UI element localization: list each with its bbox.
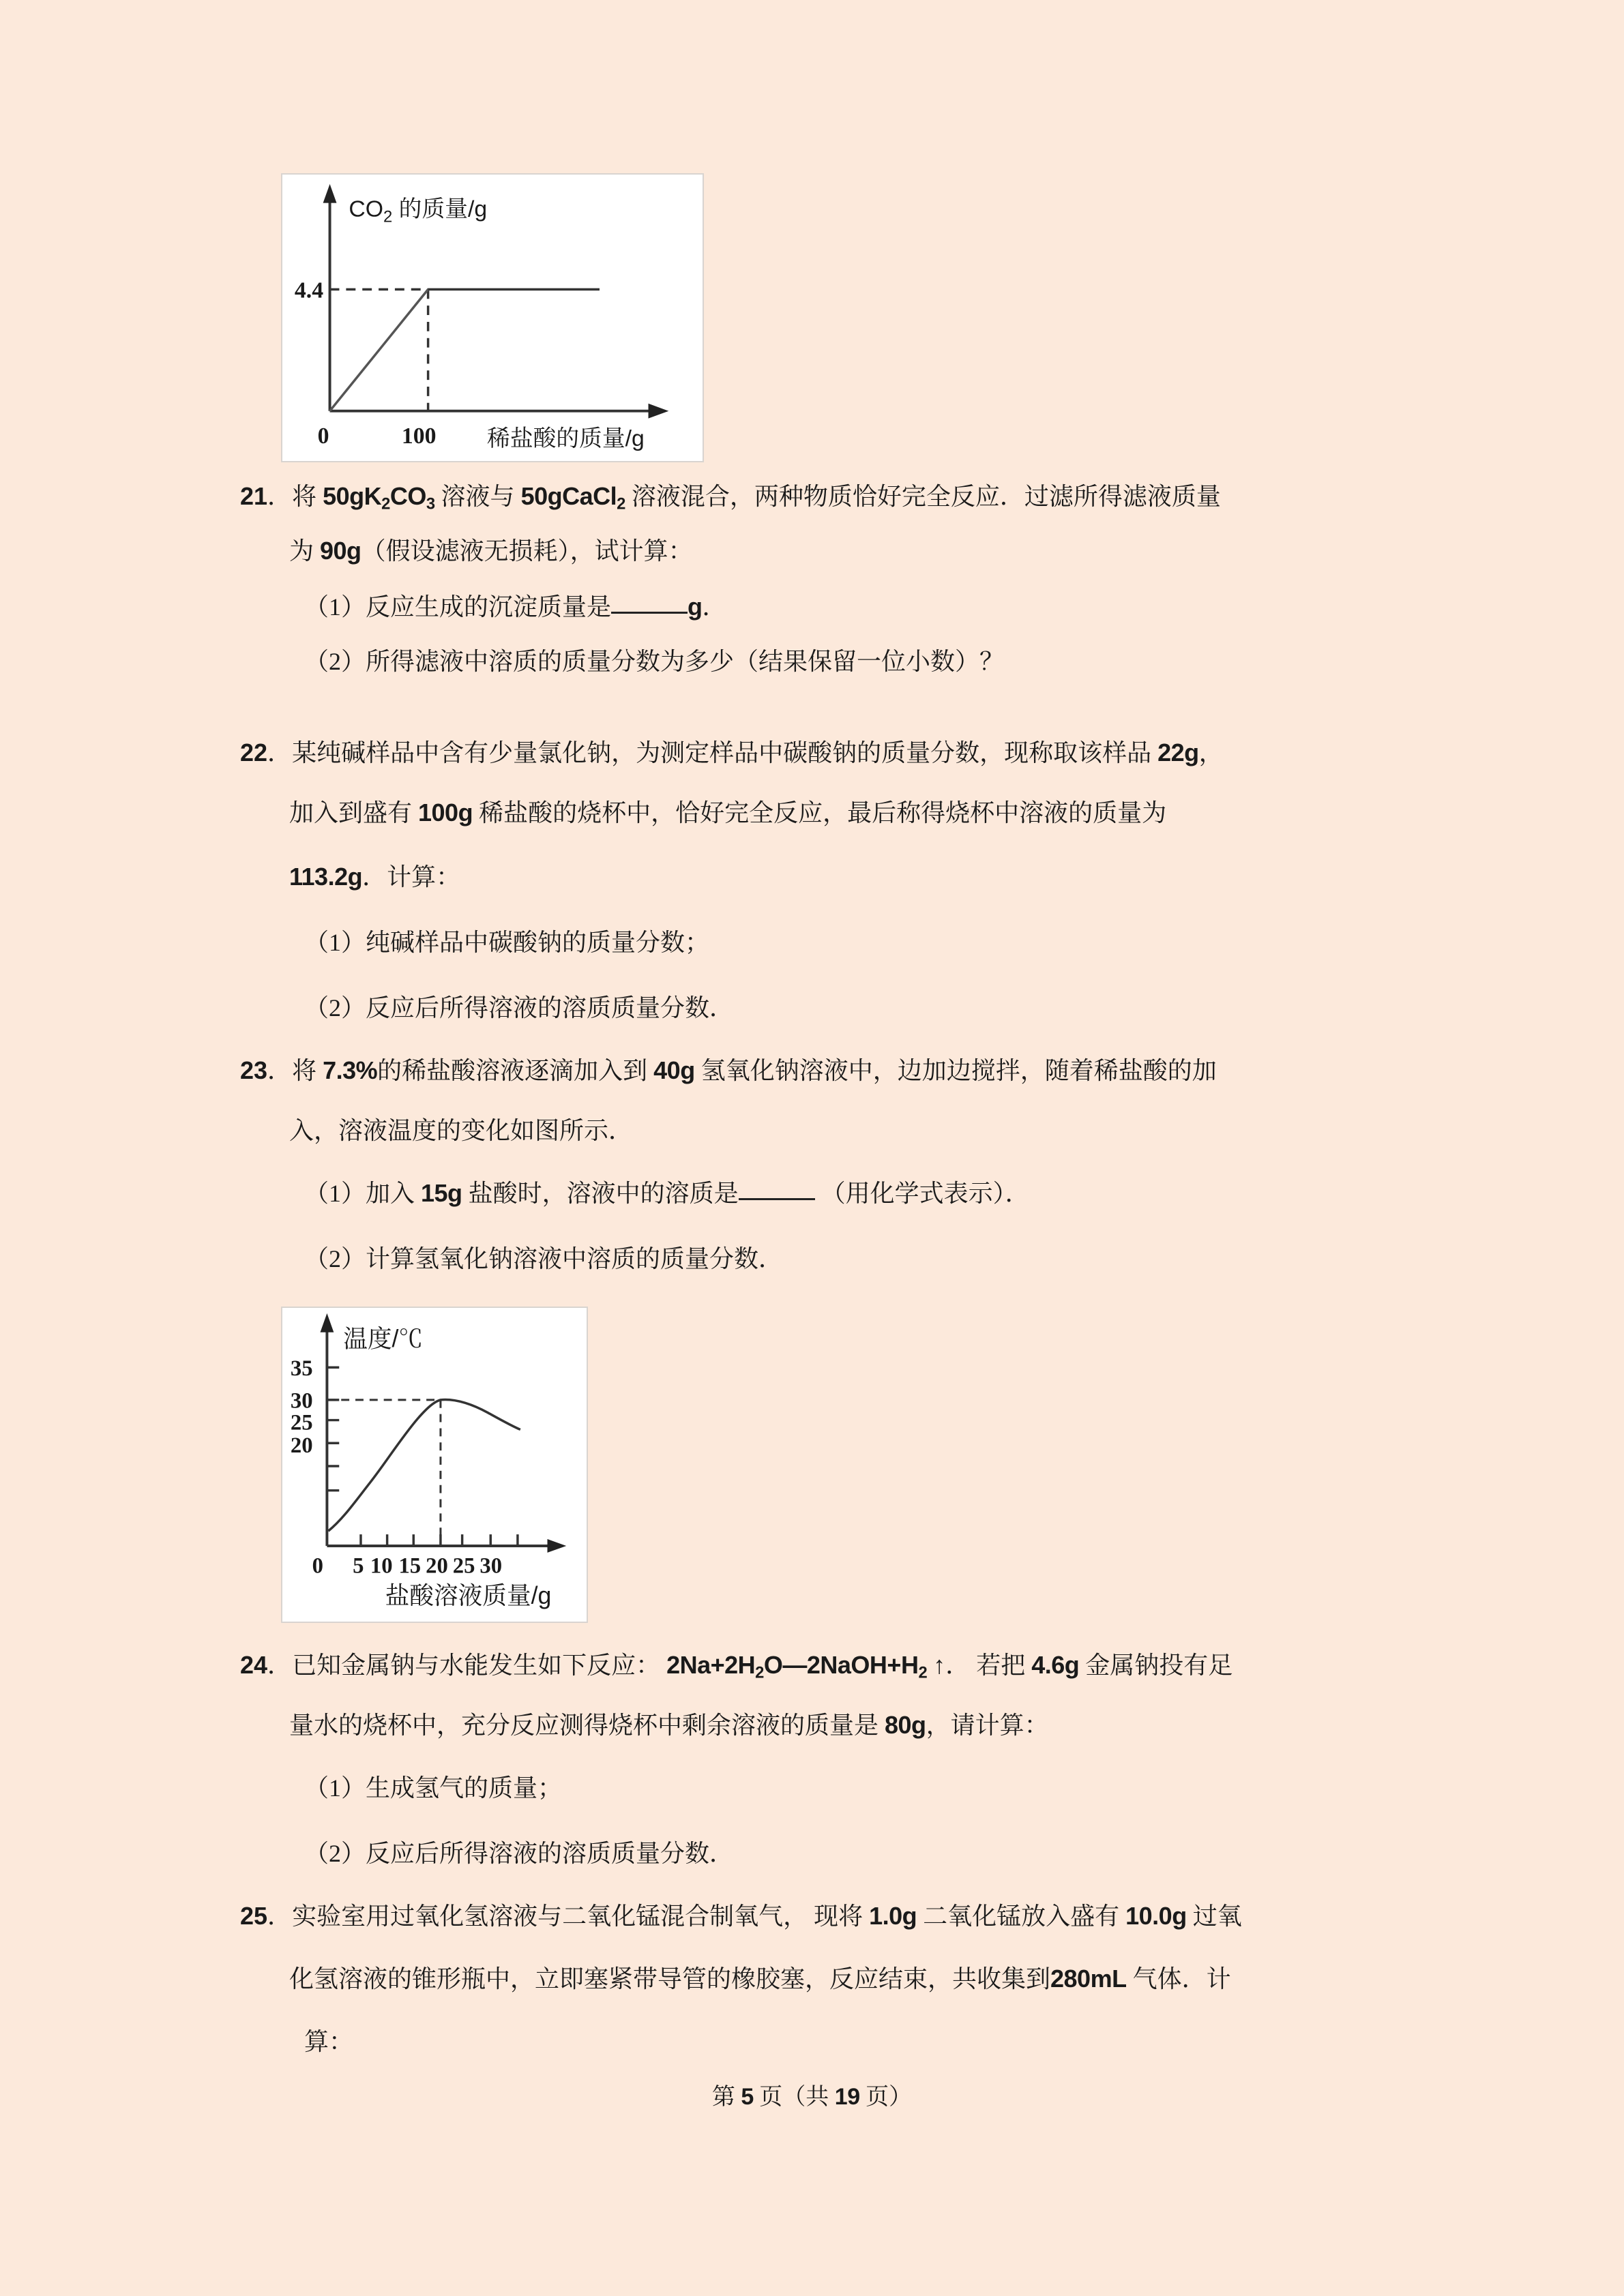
x-tick-label-25: 25 [452, 1553, 475, 1579]
y-axis-title: 温度/℃ [343, 1325, 424, 1353]
question-22-part-1: （1）纯碱样品中碳酸钠的质量分数； [304, 929, 710, 956]
footer-current-page: 5 [741, 2084, 754, 2110]
question-25-number: 25 [240, 1902, 268, 1930]
question-22-line-3: 113.2g．计算： [289, 863, 461, 891]
y-tick-label-20: 20 [290, 1433, 313, 1459]
temperature-chart-figure [281, 1307, 588, 1623]
footer-suffix: 页） [859, 2085, 913, 2110]
question-24-line-1: 24．已知金属钠与水能发生如下反应： $2Na+2H_2O—2NaOH+H_2$ ↑． 若把 4.6g 金属钠投有足 [240, 1651, 1233, 1682]
x-axis-title: 稀盐酸的质量/g [487, 426, 645, 452]
question-22-number: 22 [240, 739, 268, 766]
question-24-line-2: 量水的烧杯中，充分反应测得烧杯中剩余溶液的质量是 80g，请计算： [289, 1711, 1049, 1739]
question-24-number: 24 [240, 1651, 268, 1679]
y-axis-arrow [323, 184, 337, 203]
temperature-curve [328, 1400, 520, 1532]
question-21-line-1: 21．将 $50gK_2CO_3$ 溶液与 50gCaCl$_2$ 溶液混合，两种物质恰好完全反应．过滤所得滤液质量 [240, 482, 1221, 513]
question-21-number: 21 [240, 482, 268, 510]
x-axis-arrow [649, 404, 669, 419]
y-tick-label-30: 30 [290, 1388, 313, 1414]
co2-rising-segment [330, 289, 428, 411]
question-21-line-2: 为 90g（假设滤液无损耗），试计算： [289, 537, 693, 565]
x-axis-title: 盐酸溶液质量/g [385, 1582, 552, 1610]
question-25-line-3: 算： [304, 2028, 354, 2055]
y-axis-title: $CO_2$ 的质量/g [349, 196, 488, 226]
question-22-line-2: 加入到盛有 100g 稀盐酸的烧杯中，恰好完全反应，最后称得烧杯中溶液的质量为 [289, 799, 1167, 826]
page-footer [0, 2078, 1624, 2111]
question-21-part-2: （2）所得滤液中溶质的质量分数为多少（结果保留一位小数）？ [304, 648, 1005, 675]
question-23-line-1: 23．将 7.3%的稀盐酸溶液逐滴加入到 40g 氢氧化钠溶液中，边加边搅拌，随着稀盐酸的加 [240, 1056, 1217, 1084]
x-tick-label-10: 10 [370, 1553, 393, 1579]
question-23-number: 23 [240, 1056, 268, 1084]
y-tick-label-35: 35 [290, 1356, 313, 1382]
question-23-part-2: （2）计算氢氧化钠溶液中溶质的质量分数． [304, 1245, 784, 1272]
temperature-chart-svg [282, 1308, 587, 1622]
answer-blank[interactable] [611, 612, 688, 614]
x-tick-label-15: 15 [398, 1553, 422, 1579]
answer-blank[interactable] [739, 1198, 815, 1200]
question-21-part-1: （1）反应生成的沉淀质量是 g． [304, 593, 727, 621]
question-22-part-2: （2）反应后所得溶液的溶质质量分数． [304, 994, 735, 1022]
question-22-line-1: 22．某纯碱样品中含有少量氯化钠，为测定样品中碳酸钠的质量分数，现称取该样品 22g， [240, 739, 1224, 766]
x-tick-label-5: 5 [353, 1553, 364, 1579]
co2-mass-chart-figure [281, 173, 704, 462]
footer-mid: 页（共 [753, 2085, 835, 2110]
y-axis-arrow [321, 1313, 334, 1332]
question-25-line-2: 化氢溶液的锥形瓶中，立即塞紧带导管的橡胶塞，反应结束，共收集到280mL 气体．计 [289, 1965, 1231, 1993]
question-25-line-1: 25．实验室用过氧化氢溶液与二氧化锰混合制氧气， 现将 1.0g 二氧化锰放入盛有 10.0g 过氧 [240, 1902, 1242, 1930]
question-23-line-2: 入，溶液温度的变化如图所示． [289, 1117, 634, 1144]
y-tick-label-4-4: 4.4 [294, 278, 324, 303]
question-24-part-2: （2）反应后所得溶液的溶质质量分数． [304, 1840, 735, 1867]
question-24-part-1: （1）生成氢气的质量； [304, 1774, 563, 1802]
x-tick-label-30: 30 [479, 1553, 503, 1579]
footer-total-pages: 19 [834, 2084, 860, 2110]
co2-chart-svg [282, 175, 703, 461]
x-tick-label-0: 0 [312, 1553, 323, 1579]
x-axis-arrow [548, 1539, 567, 1553]
x-tick-label-100: 100 [401, 423, 437, 449]
question-23-part-1: （1）加入 15g 盐酸时，溶液中的溶质是 （用化学式表示）． [304, 1179, 1030, 1207]
x-tick-label-20: 20 [426, 1553, 448, 1579]
y-tick-label-25: 25 [290, 1410, 313, 1435]
footer-prefix: 第 [711, 2085, 741, 2110]
x-tick-label-0: 0 [317, 423, 329, 449]
